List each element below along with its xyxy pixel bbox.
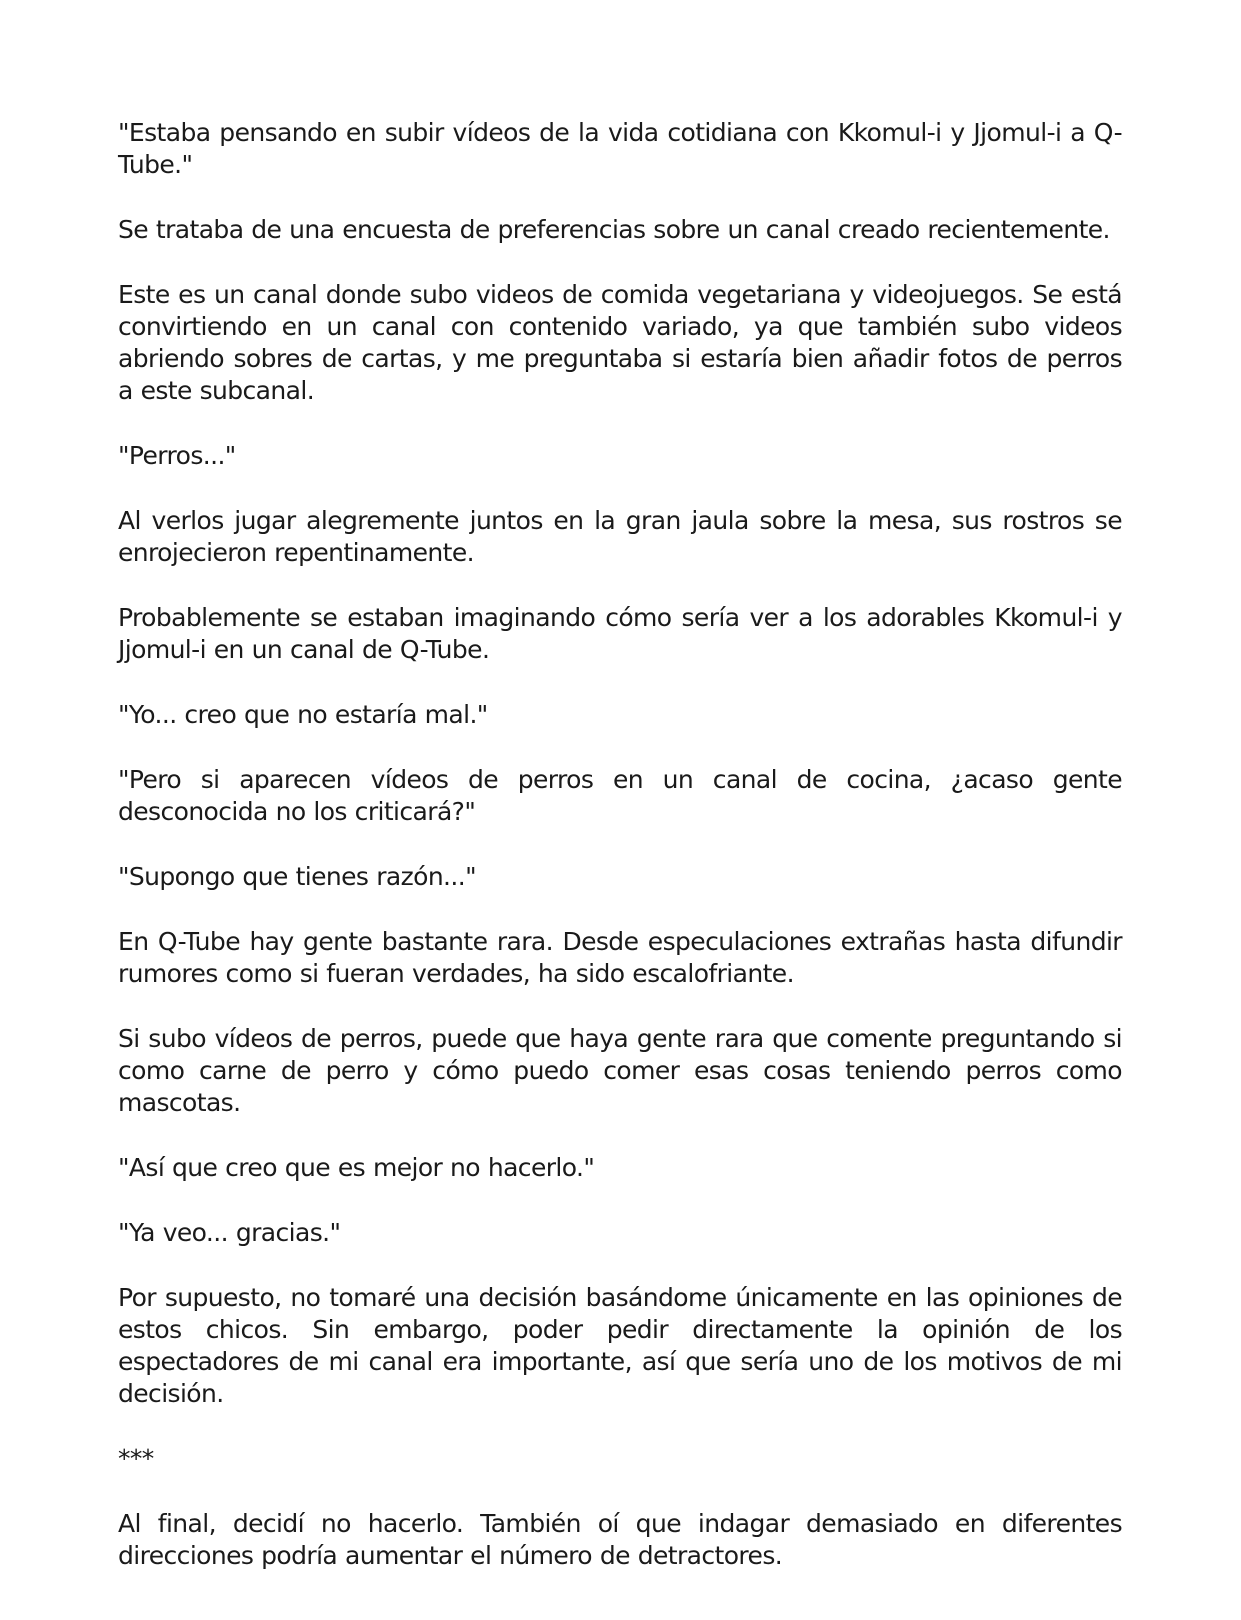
paragraph-2: Se trataba de una encuesta de preferencias sobre un canal creado recientemente. (118, 215, 1110, 244)
paragraph-9: "Supongo que tienes razón..." (118, 862, 477, 891)
document-body (118, 117, 1122, 1572)
paragraph-16: Al final, decidí no hacerlo. También oí que indagar demasiado en diferentes direcciones podría aumentar el número de detractores. (118, 1509, 1122, 1570)
paragraph-5: Al verlos jugar alegremente juntos en la gran jaula sobre la mesa, sus rostros se enrojecieron repentinamente. (118, 506, 1122, 567)
paragraph-12: "Así que creo que es mejor no hacerlo." (118, 1153, 595, 1182)
paragraph-13: "Ya veo... gracias." (118, 1218, 341, 1247)
paragraph-4: "Perros..." (118, 441, 236, 470)
paragraph-8: "Pero si aparecen vídeos de perros en un canal de cocina, ¿acaso gente desconocida no los criticará?" (118, 765, 1122, 826)
paragraph-10: En Q-Tube hay gente bastante rara. Desde especulaciones extrañas hasta difundir rumores como si fueran verdades, ha sido escalofriante. (118, 927, 1122, 988)
paragraph-11: Si subo vídeos de perros, puede que haya gente rara que comente preguntando si como carne de perro y cómo puedo comer esas cosas teniendo perros como mascotas. (118, 1024, 1122, 1117)
paragraph-6: Probablemente se estaban imaginando cómo sería ver a los adorables Kkomul-i y Jjomul-i en un canal de Q-Tube. (118, 603, 1122, 664)
paragraph-1: "Estaba pensando en subir vídeos de la vida cotidiana con Kkomul-i y Jjomul-i a Q-Tube." (118, 118, 1122, 179)
paragraph-7: "Yo... creo que no estaría mal." (118, 700, 488, 729)
paragraph-14: Por supuesto, no tomaré una decisión basándome únicamente en las opiniones de estos chicos. Sin embargo, poder pedir directamente la opinión de los espectadores de mi canal era importante, así que sería uno de los motivos de mi decisión. (118, 1283, 1122, 1408)
scene-break: *** (118, 1444, 154, 1473)
paragraph-3: Este es un canal donde subo videos de comida vegetariana y videojuegos. Se está convirtiendo en un canal con contenido variado, ya que también subo videos abriendo sobres de cartas, y me preguntaba si estaría bien añadir fotos de perros a este subcanal. (118, 280, 1122, 405)
